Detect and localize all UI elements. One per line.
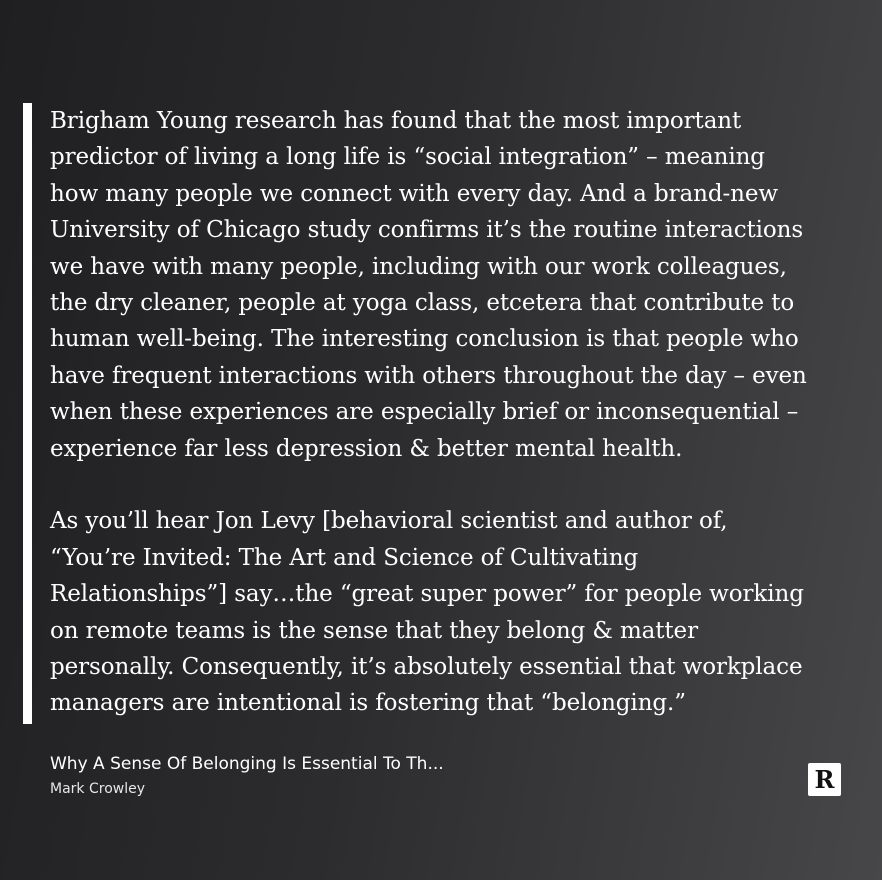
logo-letter: R — [814, 764, 835, 794]
quote-line: personally. Consequently, it’s absolutely essential that workplace — [50, 654, 803, 681]
quote-line: the dry cleaner, people at yoga class, etcetera that contribute to — [50, 290, 795, 317]
quote-paragraph — [50, 503, 850, 721]
highlight-source — [50, 751, 444, 801]
quote-line: predictor of living a long life is “social integration” – meaning — [50, 144, 765, 171]
quote-line: University of Chicago study confirms it’s the routine interactions — [50, 217, 804, 244]
quote-line: managers are intentional is fostering that “belonging.” — [50, 690, 686, 717]
quote-accent-bar — [23, 103, 32, 724]
quote-line: on remote teams is the sense that they belong & matter — [50, 617, 698, 644]
quote-line: when these experiences are especially brief or inconsequential – — [50, 399, 799, 426]
quote-paragraph — [50, 103, 850, 467]
quote-line: we have with many people, including with our work colleagues, — [50, 253, 787, 280]
quote-line: how many people we connect with every day. And a brand-new — [50, 180, 778, 207]
quote-line: experience far less depression & better mental health. — [50, 435, 683, 462]
readwise-logo-icon — [808, 763, 841, 796]
quote-line: Brigham Young research has found that the most important — [50, 108, 742, 134]
quote-line: Relationships”] say…the “great super power” for people working — [50, 581, 804, 608]
quote-line: have frequent interactions with others throughout the day – even — [50, 362, 807, 389]
quote-line: human well-being. The interesting conclusion is that people who — [50, 326, 799, 353]
source-title: Why A Sense Of Belonging Is Essential To Th... — [50, 754, 444, 774]
highlight-quote — [50, 103, 850, 722]
source-author: Mark Crowley — [50, 781, 145, 797]
quote-line: “You’re Invited: The Art and Science of Cultivating — [50, 544, 639, 571]
quote-line: As you’ll hear Jon Levy [behavioral scientist and author of, — [50, 508, 728, 535]
